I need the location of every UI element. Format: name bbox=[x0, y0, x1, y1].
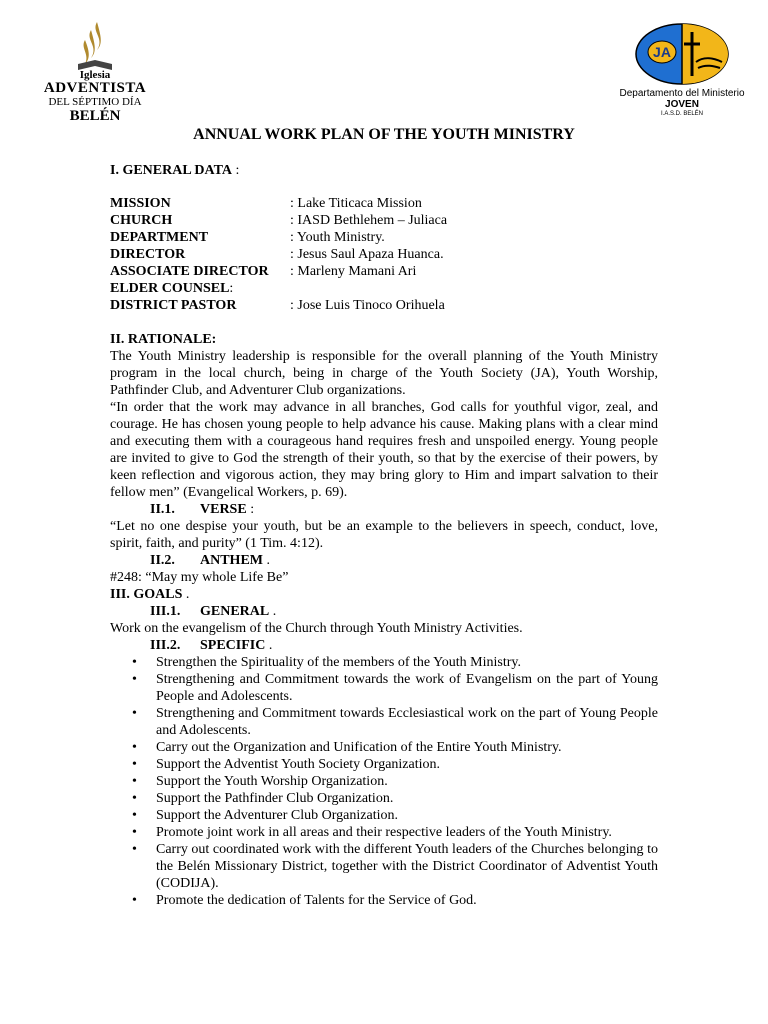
data-row-value: : bbox=[229, 281, 234, 296]
data-row-value: : Marleny Mamani Ari bbox=[290, 264, 417, 279]
document-body bbox=[110, 162, 658, 909]
data-row-label: ELDER COUNSEL bbox=[110, 281, 230, 296]
specific-goals-number: III.2. bbox=[150, 638, 181, 653]
youth-ministry-logo bbox=[612, 22, 752, 118]
church-logo bbox=[20, 20, 170, 124]
anthem-suffix: . bbox=[263, 553, 270, 568]
specific-goals-heading bbox=[110, 637, 658, 654]
specific-goals-suffix: . bbox=[265, 638, 273, 653]
data-row-value: : Youth Ministry. bbox=[290, 230, 385, 245]
general-data-heading bbox=[110, 162, 658, 179]
logo-line-iasd: I.A.S.D. BELÉN bbox=[660, 111, 703, 117]
list-item: • Support the Youth Worship Organization. bbox=[110, 773, 658, 790]
general-goal-number: III.1. bbox=[150, 604, 181, 619]
verse-label: VERSE bbox=[200, 502, 247, 517]
list-item: • Strengthening and Commitment towards Ecclesiastical work on the part of Young People and Adolescents. bbox=[110, 705, 658, 739]
logo-line-adventista: ADVENTISTA bbox=[43, 80, 147, 96]
logo-line-iglesia: Iglesia bbox=[79, 69, 111, 81]
logo-line-joven: JOVEN bbox=[665, 99, 699, 110]
general-goal-label: GENERAL bbox=[200, 604, 270, 619]
data-row-value: : Jose Luis Tinoco Orihuela bbox=[290, 298, 445, 313]
data-row-department bbox=[110, 229, 658, 246]
verse-number: II.1. bbox=[150, 502, 175, 517]
data-row-district-pastor bbox=[110, 297, 658, 314]
data-row-label: DISTRICT PASTOR bbox=[110, 298, 237, 313]
verse-text: “Let no one despise your youth, but be an example to the believers in speech, conduct, love, spirit, faith, and purity” (1 Tim. 4:12). bbox=[110, 519, 658, 551]
goals-heading-text: III. GOALS bbox=[110, 587, 183, 602]
anthem-text: #248: “May my whole Life Be” bbox=[110, 570, 289, 585]
verse-heading bbox=[110, 501, 658, 518]
data-row-label: MISSION bbox=[110, 196, 171, 211]
list-item: • Carry out the Organization and Unification of the Entire Youth Ministry. bbox=[110, 739, 658, 756]
list-item: • Promote the dedication of Talents for the Service of God. bbox=[110, 892, 658, 909]
list-item: • Strengthening and Commitment towards the work of Evangelism on the part of Young People and Adolescents. bbox=[110, 671, 658, 705]
list-item: • Support the Pathfinder Club Organization. bbox=[110, 790, 658, 807]
general-goal-text: Work on the evangelism of the Church through Youth Ministry Activities. bbox=[110, 621, 523, 636]
data-row-label: DEPARTMENT bbox=[110, 230, 209, 245]
specific-goals-list bbox=[110, 654, 658, 909]
data-row-associate-director bbox=[110, 263, 658, 280]
data-row-elder-counsel bbox=[110, 280, 658, 297]
logo-line-departamento: Departamento del Ministerio bbox=[619, 88, 745, 99]
general-data-heading-text: I. GENERAL DATA bbox=[110, 163, 233, 178]
list-item: • Support the Adventurer Club Organization. bbox=[110, 807, 658, 824]
goals-heading bbox=[110, 586, 658, 603]
data-row-label: ASSOCIATE DIRECTOR bbox=[110, 264, 269, 279]
data-row-label: DIRECTOR bbox=[110, 247, 186, 262]
data-row-director bbox=[110, 246, 658, 263]
data-row-church bbox=[110, 212, 658, 229]
data-row-value: : Jesus Saul Apaza Huanca. bbox=[290, 247, 444, 262]
anthem-heading bbox=[110, 552, 658, 569]
goals-heading-suffix: . bbox=[182, 587, 190, 602]
logo-line-septimo-dia: DEL SÉPTIMO DÍA bbox=[48, 96, 142, 108]
list-item: • Strengthen the Spirituality of the members of the Youth Ministry. bbox=[110, 654, 658, 671]
verse-suffix: : bbox=[246, 502, 255, 517]
general-goal-suffix: . bbox=[269, 604, 277, 619]
list-item: • Promote joint work in all areas and their respective leaders of the Youth Ministry. bbox=[110, 824, 658, 841]
data-row-label: CHURCH bbox=[110, 213, 173, 228]
rationale-heading: II. RATIONALE: bbox=[110, 332, 217, 347]
page-title: ANNUAL WORK PLAN OF THE YOUTH MINISTRY bbox=[193, 126, 575, 143]
ja-badge-text: JA bbox=[653, 44, 671, 60]
flame-icon bbox=[75, 20, 115, 72]
data-row-value: : IASD Bethlehem – Juliaca bbox=[290, 213, 448, 228]
general-data-table bbox=[110, 195, 658, 314]
data-row-value: : Lake Titicaca Mission bbox=[290, 196, 422, 211]
specific-goals-label: SPECIFIC bbox=[200, 638, 266, 653]
rationale-paragraph-1: The Youth Ministry leadership is responsible for the overall planning of the Youth Ministry program in the local church, being in charge of the Youth Society (JA), Youth Worship, Pathfinder Club, and Adventurer Club organizations. bbox=[110, 349, 658, 398]
list-item: • Carry out coordinated work with the different Youth leaders of the Churches belonging to the Belén Missionary District, together with the District Coordinator of Adventist Youth (CODIJA). bbox=[110, 841, 658, 892]
logo-line-belen: BELÉN bbox=[69, 108, 121, 124]
list-item: • Support the Adventist Youth Society Organization. bbox=[110, 756, 658, 773]
anthem-label: ANTHEM bbox=[200, 553, 263, 568]
ja-globe-icon bbox=[634, 22, 730, 86]
general-goal-heading bbox=[110, 603, 658, 620]
general-data-heading-suffix: : bbox=[232, 163, 240, 178]
data-row-mission bbox=[110, 195, 658, 212]
anthem-number: II.2. bbox=[150, 553, 175, 568]
rationale-paragraph-2: “In order that the work may advance in all branches, God calls for youthful vigor, zeal, and courage. He has chosen young people to help advance his cause. Making plans with a clear mind and executing them with a courageous hand requires fresh and unspoiled energy. Young people are invited to give to God the strength of their youth, so that by the exercise of their powers, by keen reflection and vigorous action, they may bring glory to Him and impart salvation to their fellow men” (Evangelical Workers, p. 69). bbox=[110, 400, 658, 500]
